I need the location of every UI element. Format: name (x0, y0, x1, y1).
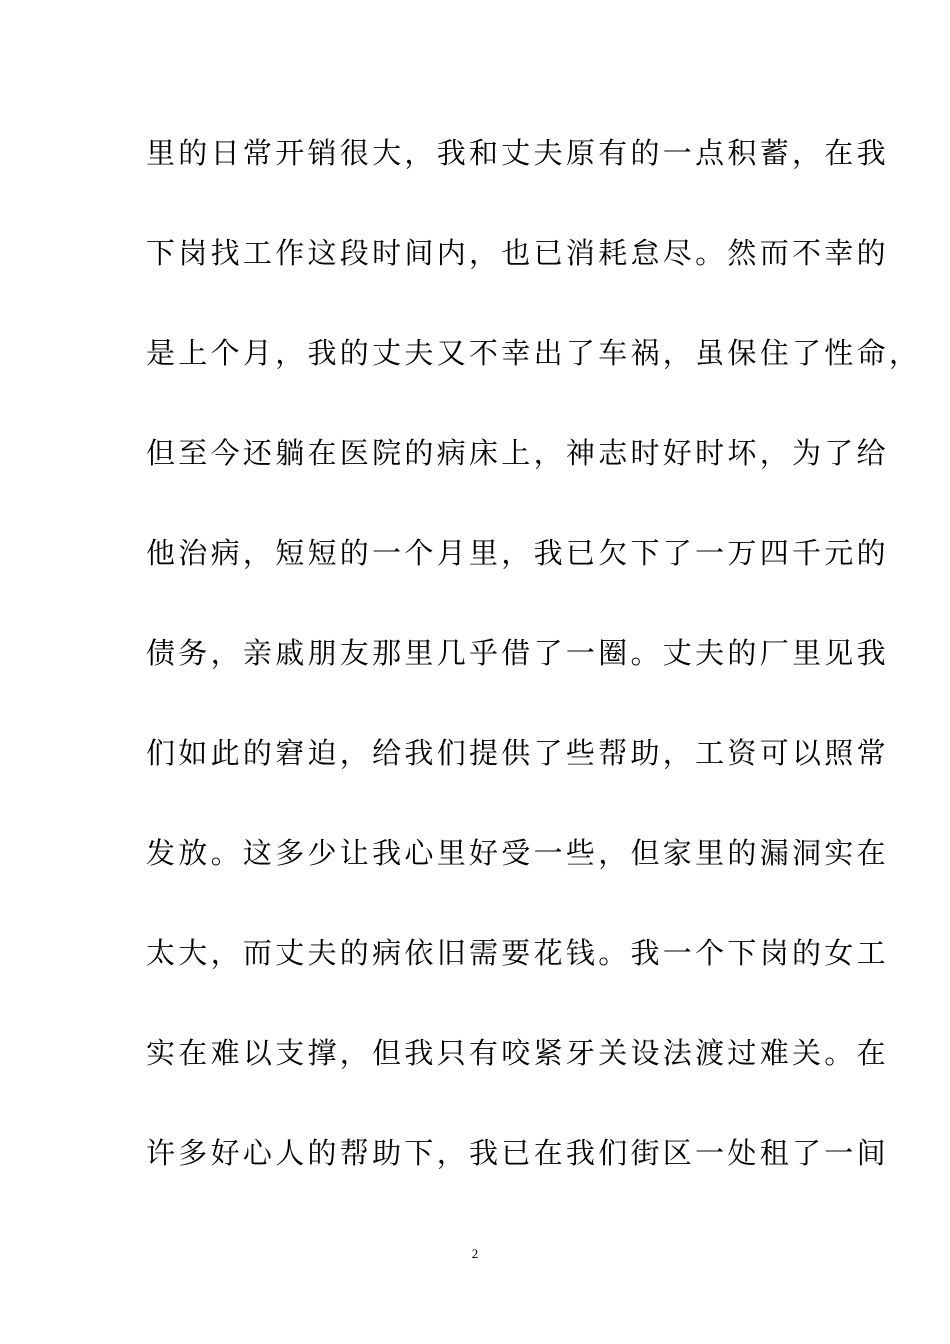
text-line: 但至今还躺在医院的病床上，神志时好时坏，为了给 (146, 436, 889, 470)
text-line: 下岗找工作这段时间内，也已消耗怠尽。然而不幸的 (146, 236, 889, 270)
text-line: 里的日常开销很大，我和丈夫原有的一点积蓄，在我 (146, 136, 889, 170)
text-line: 发放。这多少让我心里好受一些，但家里的漏洞实在 (146, 836, 889, 870)
text-line: 太大，而丈夫的病依旧需要花钱。我一个下岗的女工 (146, 936, 889, 970)
body-text (146, 125, 922, 1225)
page-number: 2 (471, 1246, 479, 1261)
text-line: 实在难以支撑，但我只有咬紧牙关设法渡过难关。在 (146, 1036, 889, 1070)
text-line: 债务，亲戚朋友那里几乎借了一圈。丈夫的厂里见我 (146, 636, 889, 670)
text-line: 们如此的窘迫，给我们提供了些帮助，工资可以照常 (146, 736, 889, 770)
text-line: 是上个月，我的丈夫又不幸出了车祸，虽保住了性命， (146, 336, 922, 370)
text-line: 他治病，短短的一个月里，我已欠下了一万四千元的 (146, 536, 889, 570)
text-line: 许多好心人的帮助下，我已在我们街区一处租了一间 (146, 1136, 889, 1170)
